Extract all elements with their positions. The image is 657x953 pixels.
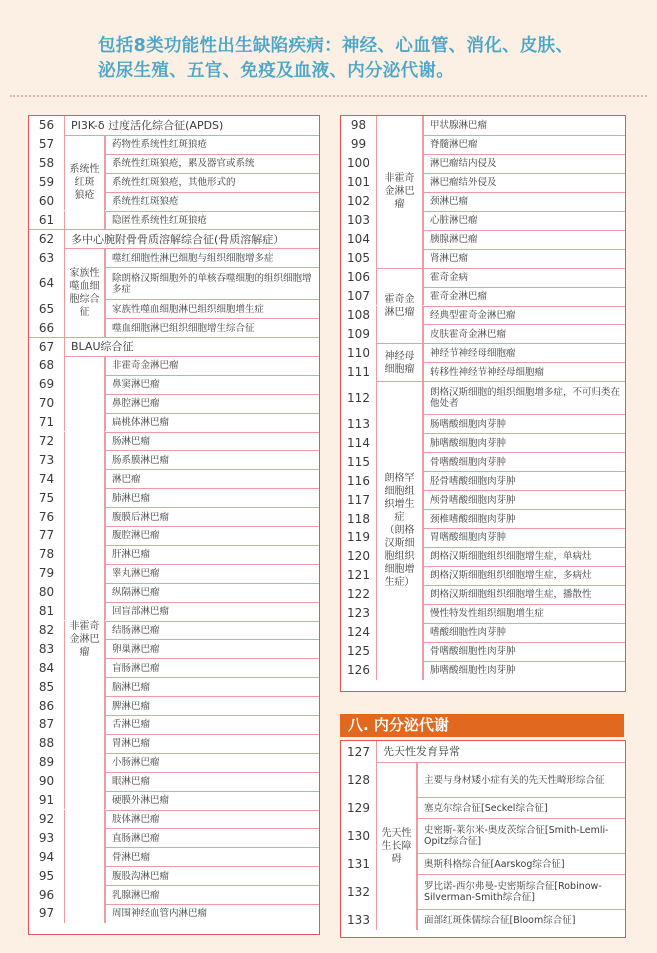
group-label: 神经母 细胞瘤 bbox=[377, 343, 423, 381]
row-number: 84 bbox=[29, 658, 65, 677]
row-number: 102 bbox=[341, 192, 377, 211]
row-text: 胃嗜酸细胞肉芽肿 bbox=[423, 528, 625, 547]
row-number: 122 bbox=[341, 585, 377, 604]
row-text: 非霍奇金淋巴瘤 bbox=[105, 356, 319, 375]
left-table bbox=[28, 115, 320, 935]
row-number: 108 bbox=[341, 306, 377, 325]
row-text: 罗比诺-西尔弗曼-史密斯综合征[Robinow-Silverman-Smith综合征] bbox=[417, 874, 625, 909]
row-text: 腹股沟淋巴瘤 bbox=[105, 866, 319, 885]
row-text: 药物性系统性红斑狼疮 bbox=[105, 135, 319, 154]
row-number: 72 bbox=[29, 432, 65, 451]
row-number: 95 bbox=[29, 866, 65, 885]
row-number: 91 bbox=[29, 791, 65, 810]
row-text: 鼻窦淋巴瘤 bbox=[105, 375, 319, 394]
header-line-2: 泌尿生殖、五官、免疫及血液、内分泌代谢。 bbox=[98, 61, 454, 81]
row-number: 121 bbox=[341, 566, 377, 585]
row-text: 胃淋巴瘤 bbox=[105, 734, 319, 753]
row-text: 朗格汉斯细胞的组织细胞增多症，不可归类在他处者 bbox=[423, 381, 625, 414]
row-text: 面部红斑侏儒综合征[Bloom综合征] bbox=[417, 909, 625, 930]
row-text: 系统性红斑狼疮，其他形式的 bbox=[105, 173, 319, 192]
row-text: 脊髓淋巴瘤 bbox=[423, 135, 625, 154]
row-number: 101 bbox=[341, 173, 377, 192]
row-number: 105 bbox=[341, 249, 377, 268]
row-text: 骨淋巴瘤 bbox=[105, 847, 319, 866]
row-text: 朗格汉斯细胞组织细胞增生症，播散性 bbox=[423, 585, 625, 604]
row-number: 114 bbox=[341, 433, 377, 452]
row-number: 104 bbox=[341, 230, 377, 249]
row-number: 132 bbox=[341, 874, 377, 909]
row-number: 63 bbox=[29, 248, 65, 267]
row-text: 胰腺淋巴瘤 bbox=[423, 230, 625, 249]
dotted-divider bbox=[10, 95, 647, 97]
row-text: 甲状腺淋巴瘤 bbox=[423, 116, 625, 135]
row-number: 56 bbox=[29, 116, 65, 135]
row-text: 噬血细胞淋巴组织细胞增生综合征 bbox=[105, 318, 319, 337]
page-header bbox=[98, 34, 648, 84]
row-number: 87 bbox=[29, 715, 65, 734]
row-number: 68 bbox=[29, 356, 65, 375]
row-number: 85 bbox=[29, 677, 65, 696]
row-number: 129 bbox=[341, 797, 377, 818]
row-text: 回盲部淋巴瘤 bbox=[105, 602, 319, 621]
row-number: 57 bbox=[29, 135, 65, 154]
row-text: 肺嗜酸细胞肉芽肿 bbox=[423, 433, 625, 452]
row-number: 109 bbox=[341, 324, 377, 343]
row-text: 肠淋巴瘤 bbox=[105, 432, 319, 451]
row-number: 79 bbox=[29, 564, 65, 583]
row-text: 系统性红斑狼疮 bbox=[105, 192, 319, 211]
row-text: 眼淋巴瘤 bbox=[105, 772, 319, 791]
row-text: 朗格汉斯细胞组织细胞增生症，多病灶 bbox=[423, 566, 625, 585]
row-number: 93 bbox=[29, 828, 65, 847]
row-number: 92 bbox=[29, 810, 65, 829]
row-number: 112 bbox=[341, 381, 377, 414]
row-text: 纵隔淋巴瘤 bbox=[105, 583, 319, 602]
row-text: 慢性特发性组织细胞增生症 bbox=[423, 604, 625, 623]
row-number: 69 bbox=[29, 375, 65, 394]
row-number: 107 bbox=[341, 287, 377, 306]
row-text: 系统性红斑狼疮，累及器官或系统 bbox=[105, 154, 319, 173]
table-row bbox=[29, 229, 319, 248]
row-number: 59 bbox=[29, 173, 65, 192]
row-number: 126 bbox=[341, 661, 377, 680]
row-text: 颅骨嗜酸细胞肉芽肿 bbox=[423, 490, 625, 509]
row-number: 86 bbox=[29, 696, 65, 715]
row-number: 67 bbox=[29, 338, 65, 356]
row-number: 88 bbox=[29, 734, 65, 753]
row-text: 结肠淋巴瘤 bbox=[105, 621, 319, 640]
row-text: 经典型霍奇金淋巴瘤 bbox=[423, 306, 625, 325]
row-text: 腹腔淋巴瘤 bbox=[105, 526, 319, 545]
row-text: 骨嗜酸细胞性肉芽肿 bbox=[423, 642, 625, 661]
row-text: 肺嗜酸细胞性肉芽肿 bbox=[423, 661, 625, 680]
row-number: 80 bbox=[29, 583, 65, 602]
row-text: 胫骨嗜酸细胞肉芽肿 bbox=[423, 471, 625, 490]
row-text: 硬膜外淋巴瘤 bbox=[105, 791, 319, 810]
row-text: 脑淋巴瘤 bbox=[105, 677, 319, 696]
row-number: 60 bbox=[29, 192, 65, 211]
row-number: 98 bbox=[341, 116, 377, 135]
row-text: 舌淋巴瘤 bbox=[105, 715, 319, 734]
row-number: 71 bbox=[29, 413, 65, 432]
row-number: 73 bbox=[29, 450, 65, 469]
row-number: 103 bbox=[341, 211, 377, 230]
row-text: 小肠淋巴瘤 bbox=[105, 753, 319, 772]
row-text: 盲肠淋巴瘤 bbox=[105, 658, 319, 677]
row-number: 113 bbox=[341, 414, 377, 433]
row-number: 75 bbox=[29, 488, 65, 507]
row-number: 58 bbox=[29, 154, 65, 173]
row-text: 直肠淋巴瘤 bbox=[105, 828, 319, 847]
row-text: 除朗格汉斯细胞外的单核吞噬细胞的组织细胞增多症 bbox=[105, 267, 319, 299]
row-number: 127 bbox=[341, 741, 377, 762]
row-number: 117 bbox=[341, 490, 377, 509]
table-row bbox=[29, 337, 319, 356]
row-number: 77 bbox=[29, 526, 65, 545]
row-text: 颈淋巴瘤 bbox=[423, 192, 625, 211]
row-text: BLAU综合征 bbox=[71, 340, 134, 354]
row-text: 皮肤霍奇金淋巴瘤 bbox=[423, 324, 625, 343]
row-text: 霍奇金病 bbox=[423, 268, 625, 287]
row-text: 睾丸淋巴瘤 bbox=[105, 564, 319, 583]
row-number: 119 bbox=[341, 528, 377, 547]
row-text: 骨嗜酸细胞肉芽肿 bbox=[423, 452, 625, 471]
row-number: 125 bbox=[341, 642, 377, 661]
group-label: 霍奇金 淋巴瘤 bbox=[377, 268, 423, 344]
row-number: 124 bbox=[341, 623, 377, 642]
group-label: 家族性 噬血细 胞综合 征 bbox=[65, 248, 105, 337]
row-text: 淋巴瘤结外侵及 bbox=[423, 173, 625, 192]
row-number: 78 bbox=[29, 545, 65, 564]
row-number: 74 bbox=[29, 469, 65, 488]
row-text: 塞克尔综合征[Seckel综合征] bbox=[417, 797, 625, 818]
row-text: 神经节神经母细胞瘤 bbox=[423, 343, 625, 362]
row-number: 130 bbox=[341, 818, 377, 853]
row-text: 隐匿性系统性红斑狼疮 bbox=[105, 211, 319, 230]
section-8-title: 八. 内分泌代谢 bbox=[340, 714, 624, 737]
right-table bbox=[340, 115, 626, 692]
row-text: 淋巴瘤 bbox=[105, 469, 319, 488]
row-number: 120 bbox=[341, 547, 377, 566]
row-text: 肺淋巴瘤 bbox=[105, 488, 319, 507]
row-number: 118 bbox=[341, 509, 377, 528]
row-number: 128 bbox=[341, 762, 377, 797]
row-number: 65 bbox=[29, 299, 65, 318]
endocrine-table bbox=[340, 740, 626, 938]
row-number: 133 bbox=[341, 909, 377, 930]
row-text: 霍奇金淋巴瘤 bbox=[423, 287, 625, 306]
row-text: 主要与身材矮小症有关的先天性畸形综合征 bbox=[417, 762, 625, 797]
row-text: 先天性发育异常 bbox=[383, 745, 460, 758]
table-row bbox=[341, 741, 625, 762]
row-text: 转移性神经节神经母细胞瘤 bbox=[423, 362, 625, 381]
row-number: 76 bbox=[29, 507, 65, 526]
row-number: 116 bbox=[341, 471, 377, 490]
row-number: 89 bbox=[29, 753, 65, 772]
row-number: 83 bbox=[29, 639, 65, 658]
row-number: 97 bbox=[29, 904, 65, 923]
row-number: 131 bbox=[341, 853, 377, 874]
row-text: 扁桃体淋巴瘤 bbox=[105, 413, 319, 432]
row-text: 肠嗜酸细胞肉芽肿 bbox=[423, 414, 625, 433]
row-text: 心脏淋巴瘤 bbox=[423, 211, 625, 230]
row-text: 卵巢淋巴瘤 bbox=[105, 639, 319, 658]
row-text: 奥斯科格综合征[Aarskog综合征] bbox=[417, 853, 625, 874]
row-text: 肝淋巴瘤 bbox=[105, 545, 319, 564]
row-number: 106 bbox=[341, 268, 377, 287]
row-text: 腹膜后淋巴瘤 bbox=[105, 507, 319, 526]
row-text: 家族性噬血细胞淋巴组织细胞增生症 bbox=[105, 299, 319, 318]
row-number: 90 bbox=[29, 772, 65, 791]
row-text: 肠系膜淋巴瘤 bbox=[105, 450, 319, 469]
table-row bbox=[29, 116, 319, 135]
row-number: 99 bbox=[341, 135, 377, 154]
row-text: PI3K-δ 过度活化综合征(APDS) bbox=[71, 118, 224, 132]
row-text: 乳腺淋巴瘤 bbox=[105, 885, 319, 904]
row-number: 115 bbox=[341, 452, 377, 471]
row-text: 肢体淋巴瘤 bbox=[105, 810, 319, 829]
row-number: 64 bbox=[29, 267, 65, 299]
group-label: 非霍奇 金淋巴 瘤 bbox=[65, 356, 105, 923]
row-text: 肾淋巴瘤 bbox=[423, 249, 625, 268]
row-text: 鼻腔淋巴瘤 bbox=[105, 394, 319, 413]
row-text: 朗格汉斯细胞组织细胞增生症，单病灶 bbox=[423, 547, 625, 566]
row-number: 123 bbox=[341, 604, 377, 623]
row-text: 周围神经血管内淋巴瘤 bbox=[105, 904, 319, 923]
row-number: 70 bbox=[29, 394, 65, 413]
row-number: 96 bbox=[29, 885, 65, 904]
row-number: 100 bbox=[341, 154, 377, 173]
row-text: 嗜酸细胞性肉芽肿 bbox=[423, 623, 625, 642]
row-number: 82 bbox=[29, 621, 65, 640]
row-text: 脾淋巴瘤 bbox=[105, 696, 319, 715]
row-number: 111 bbox=[341, 362, 377, 381]
row-number: 66 bbox=[29, 318, 65, 337]
group-label: 系统性 红斑 狼疮 bbox=[65, 135, 105, 230]
row-number: 61 bbox=[29, 211, 65, 230]
row-text: 颈椎嗜酸细胞肉芽肿 bbox=[423, 509, 625, 528]
group-label: 朗格罕 细胞组 织增生 症 （朗格 汉斯细 胞组织 细胞增 生症） bbox=[377, 381, 423, 679]
group-label: 非霍奇 金淋巴 瘤 bbox=[377, 116, 423, 268]
row-number: 81 bbox=[29, 602, 65, 621]
row-number: 94 bbox=[29, 847, 65, 866]
row-number: 110 bbox=[341, 343, 377, 362]
row-text: 噬红细胞性淋巴细胞与组织细胞增多症 bbox=[105, 248, 319, 267]
row-text: 多中心腕附骨骨质溶解综合征(骨质溶解症） bbox=[71, 232, 285, 246]
row-text: 淋巴瘤结内侵及 bbox=[423, 154, 625, 173]
row-number: 62 bbox=[29, 230, 65, 248]
group-label: 先天性 生长障 碍 bbox=[377, 762, 417, 930]
header-line-1: 包括8类功能性出生缺陷疾病：神经、心血管、消化、皮肤、 bbox=[98, 36, 574, 56]
row-text: 史密斯-莱尔米-奥皮茨综合征[Smith-Lemli-Opitz综合征] bbox=[417, 818, 625, 853]
